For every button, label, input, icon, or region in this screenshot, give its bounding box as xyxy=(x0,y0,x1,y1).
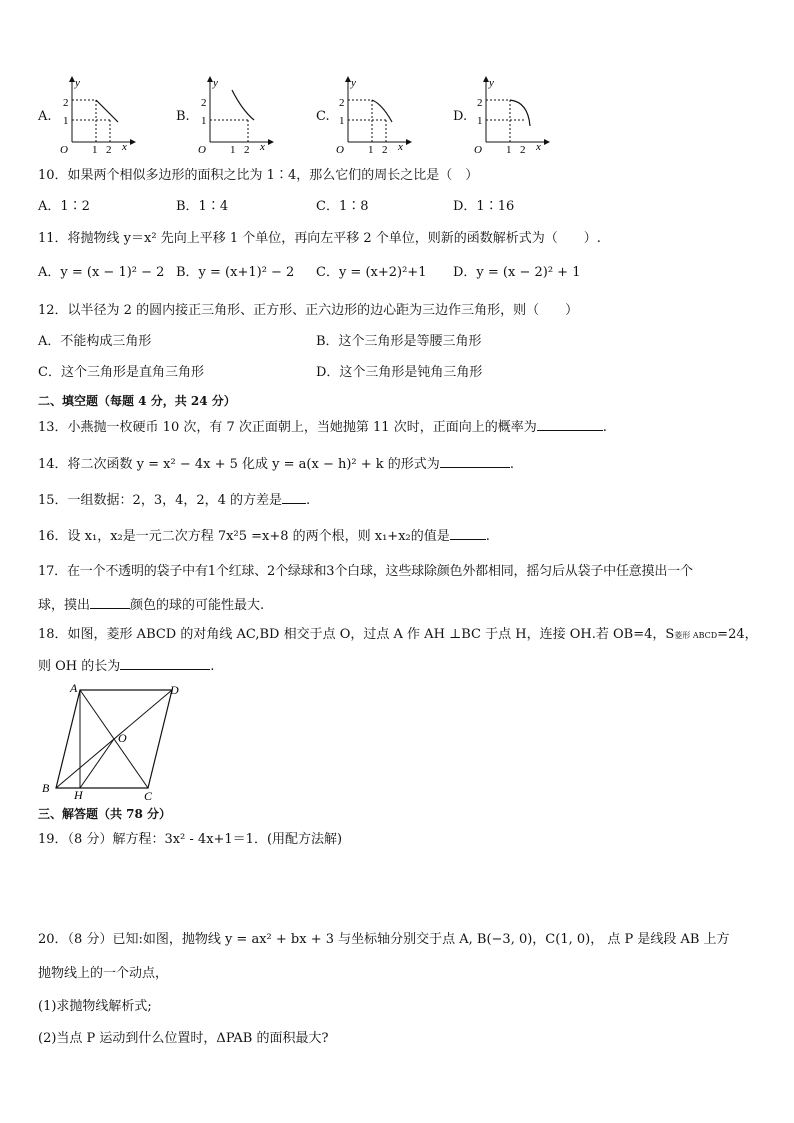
svg-text:2: 2 xyxy=(63,97,69,109)
q10-stem: 10．如果两个相似多边形的面积之比为 1∶4，那么它们的周长之比是（ ） xyxy=(38,168,479,183)
rhombus-label-h: H xyxy=(74,788,83,802)
rhombus-label-a: A xyxy=(70,681,78,695)
q15-text: 15．一组数据：2，3，4，2，4 的方差是 xyxy=(38,493,283,508)
q18-subscript: 菱形 ABCD xyxy=(674,631,718,640)
svg-text:1: 1 xyxy=(368,144,374,154)
svg-text:2: 2 xyxy=(339,97,345,109)
svg-text:2: 2 xyxy=(477,97,483,109)
q10-option-b[interactable]: B．1∶4 xyxy=(176,199,229,214)
svg-text:1: 1 xyxy=(63,115,69,127)
rhombus-label-c: C xyxy=(144,789,153,802)
rhombus-figure xyxy=(36,680,196,802)
q14 xyxy=(38,455,514,473)
q9-option-a-graph xyxy=(58,76,140,154)
q12-option-b[interactable]: B．这个三角形是等腰三角形 xyxy=(316,334,482,349)
svg-text:O: O xyxy=(336,144,344,154)
q11-option-b[interactable]: B．y = (x+1)² − 2 xyxy=(176,265,295,280)
q17-line-1: 17．在一个不透明的袋子中有1个红球、2个绿球和3个白球，这些球除颜色外都相同，摇匀后从袋子中任意摸出一个 xyxy=(38,564,693,579)
q12-stem: 12．以半径为 2 的圆内接正三角形、正方形、正六边形的边心距为三边作三角形，则（ ） xyxy=(38,303,579,318)
q12-option-c[interactable]: C．这个三角形是直角三角形 xyxy=(38,365,204,380)
q11-option-c[interactable]: C．y = (x+2)²+1 xyxy=(316,265,427,280)
q10-option-a[interactable]: A．1∶2 xyxy=(38,199,90,214)
svg-text:x: x xyxy=(122,141,127,153)
q20-line-3: (1)求抛物线解析式; xyxy=(38,999,152,1014)
svg-text:1: 1 xyxy=(506,144,512,154)
svg-text:O: O xyxy=(198,144,206,154)
q17-line-2 xyxy=(38,596,264,614)
svg-text:2: 2 xyxy=(106,144,112,154)
q20-line-1: 20．（8 分）已知:如图，抛物线 y = ax² + bx + 3 与坐标轴分别交于点 A, B(−3, 0)，C(1, 0)， 点 P 是线段 AB 上方 xyxy=(38,932,730,947)
q16-answer-blank[interactable] xyxy=(450,527,486,540)
svg-text:y: y xyxy=(75,77,80,89)
q9-option-a-letter: A. xyxy=(38,109,52,124)
q9-option-d-graph xyxy=(472,76,554,154)
rhombus-label-o: O xyxy=(118,731,127,745)
svg-text:1: 1 xyxy=(477,115,483,127)
q10-option-c[interactable]: C．1∶8 xyxy=(316,199,369,214)
q11-option-a[interactable]: A．y = (x − 1)² − 2 xyxy=(38,265,165,280)
q18-line-2 xyxy=(38,657,214,675)
svg-text:1: 1 xyxy=(339,115,345,127)
q13-end: . xyxy=(602,420,607,435)
q19: 19．（8 分）解方程：3x² - 4x+1＝1．(用配方法解) xyxy=(38,832,343,847)
svg-text:x: x xyxy=(260,141,265,153)
svg-text:y: y xyxy=(213,77,218,89)
q9-option-b-graph xyxy=(196,76,278,154)
q12-option-a[interactable]: A．不能构成三角形 xyxy=(38,334,152,349)
svg-text:2: 2 xyxy=(201,97,207,109)
q17-answer-blank[interactable] xyxy=(90,596,130,609)
svg-text:x: x xyxy=(536,141,541,153)
q16-end: . xyxy=(485,529,490,544)
q16 xyxy=(38,527,490,545)
section-2-heading: 二、填空题（每题 4 分，共 24 分） xyxy=(38,394,236,408)
q20-line-4: (2)当点 P 运动到什么位置时，ΔPAB 的面积最大? xyxy=(38,1031,329,1046)
q15-end: . xyxy=(306,493,311,508)
q9-option-c-letter: C. xyxy=(316,109,330,124)
svg-text:2: 2 xyxy=(520,144,526,154)
q13 xyxy=(38,418,607,436)
rhombus-label-b: B xyxy=(42,781,50,795)
svg-text:y: y xyxy=(489,77,494,89)
q18-text: 18．如图，菱形 ABCD 的对角线 AC,BD 相交于点 O，过点 A 作 AH ⊥BC 于点 H，连接 OH.若 OB=4，S xyxy=(38,627,675,642)
q14-answer-blank[interactable] xyxy=(440,455,510,468)
q20-line-2: 抛物线上的一个动点， xyxy=(38,966,169,981)
q14-end: . xyxy=(509,457,514,472)
q14-text: 14．将二次函数 y = x² − 4x + 5 化成 y = a(x − h)² + k 的形式为 xyxy=(38,457,440,472)
q15 xyxy=(38,491,310,509)
svg-text:O: O xyxy=(60,144,68,154)
q13-answer-blank[interactable] xyxy=(537,418,603,431)
q16-text: 16．设 x₁，x₂是一元二次方程 7x²5 =x+8 的两个根，则 x₁+x₂的值是 xyxy=(38,529,450,544)
q17-text-a: 球，摸出 xyxy=(38,598,91,613)
q13-text: 13．小燕抛一枚硬币 10 次，有 7 次正面朝上，当她抛第 11 次时，正面向上的概率为 xyxy=(38,420,537,435)
q9-option-b-letter: B. xyxy=(176,109,190,124)
svg-text:O: O xyxy=(474,144,482,154)
q17-text-b: 颜色的球的可能性最大. xyxy=(130,598,265,613)
svg-text:1: 1 xyxy=(92,144,98,154)
q9-option-d-letter: D. xyxy=(453,109,468,124)
svg-text:2: 2 xyxy=(244,144,250,154)
q10-option-d[interactable]: D．1∶16 xyxy=(453,199,515,214)
q15-answer-blank[interactable] xyxy=(282,491,306,504)
svg-text:2: 2 xyxy=(382,144,388,154)
q11-option-d[interactable]: D．y = (x − 2)² + 1 xyxy=(453,265,581,280)
q18-text-end: =24， xyxy=(717,627,758,642)
rhombus-label-d: D xyxy=(170,683,179,697)
q9-option-c-graph xyxy=(334,76,416,154)
q18-text-2-end: . xyxy=(210,659,215,674)
svg-text:y: y xyxy=(351,77,356,89)
q18-answer-blank[interactable] xyxy=(120,657,210,670)
q18-text-2: 则 OH 的长为 xyxy=(38,659,121,674)
q18-line-1 xyxy=(38,627,758,644)
q12-option-d[interactable]: D．这个三角形是钝角三角形 xyxy=(316,365,483,380)
q11-stem: 11．将抛物线 y＝x² 先向上平移 1 个单位，再向左平移 2 个单位，则新的函数解析式为（ ）. xyxy=(38,231,601,246)
svg-text:1: 1 xyxy=(230,144,236,154)
svg-text:1: 1 xyxy=(201,115,207,127)
svg-text:x: x xyxy=(398,141,403,153)
section-3-heading: 三、解答题（共 78 分） xyxy=(38,807,172,821)
